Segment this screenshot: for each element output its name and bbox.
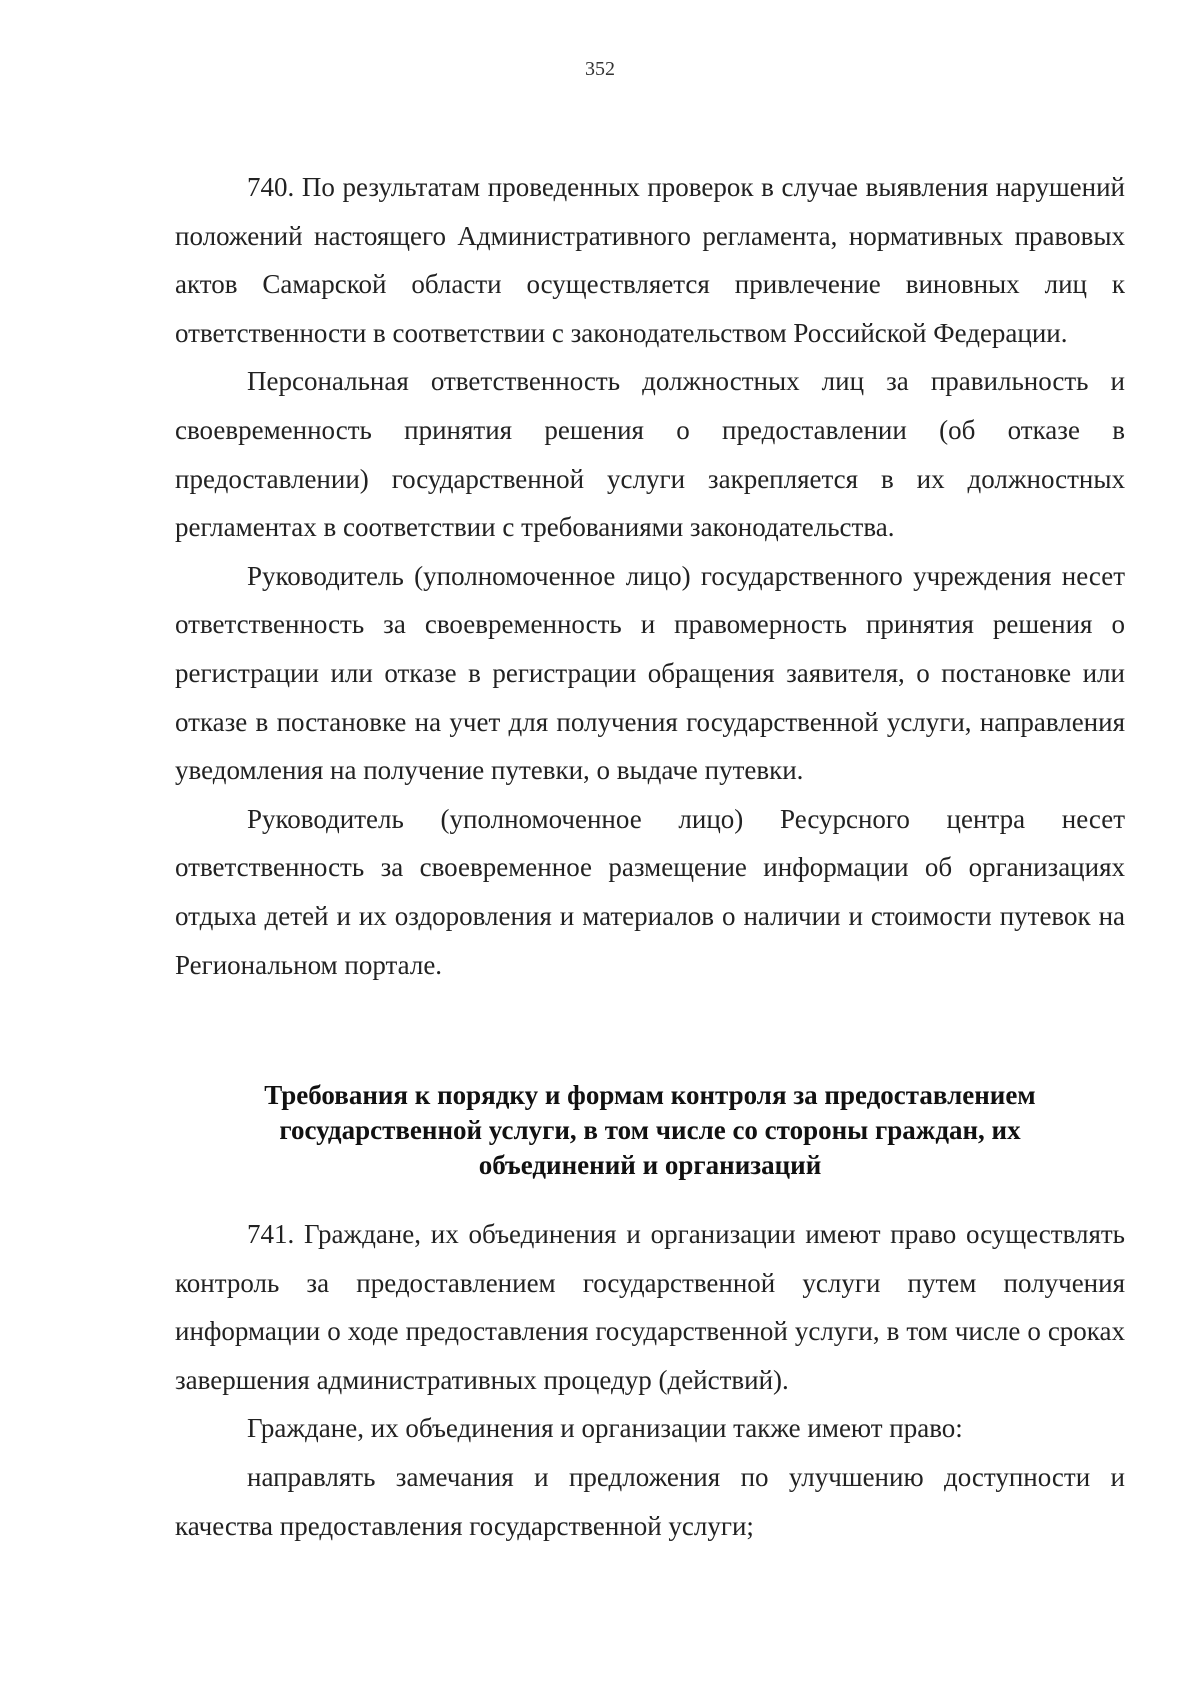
section-heading-line-1: Требования к порядку и формам контроля за предоставлением — [264, 1080, 1036, 1110]
body-text-top — [175, 163, 1125, 989]
section-heading — [175, 1078, 1125, 1183]
paragraph-740: 740. По результатам проведенных проверок в случае выявления нарушений положений настоящего Административного регламента, нормативных правовых актов Самарской области осуществляется привлечение виновных лиц к ответственности в соответствии с законодательством Российской Федерации. — [175, 172, 1125, 348]
paragraph-institution-head: Руководитель (уполномоченное лицо) государственного учреждения несет ответственность за своевременность и правомерность принятия решения о регистрации или отказе в регистрации обращения заявителя, о постановке или отказе в постановке на учет для получения государственной услуги, направления уведомления на получение путевки, о выдаче путевки. — [175, 560, 1125, 786]
section-heading-line-3: объединений и организаций — [478, 1150, 822, 1180]
page-number: 352 — [585, 58, 615, 80]
paragraph-citizens-rights: Граждане, их объединения и организации также имеют право: — [247, 1413, 963, 1444]
paragraph-741: 741. Граждане, их объединения и организации имеют право осуществлять контроль за предоставлением государственной услуги путем получения информации о ходе предоставления государственной услуги, в том числе о сроках завершения административных процедур (действий). — [175, 1219, 1125, 1395]
section-heading-line-2: государственной услуги, в том числе со стороны граждан, их — [279, 1115, 1021, 1145]
paragraph-send-remarks: направлять замечания и предложения по улучшению доступности и качества предоставления государственной услуги; — [175, 1461, 1125, 1541]
paragraph-personal-responsibility: Персональная ответственность должностных лиц за правильность и своевременность принятия решения о предоставлении (об отказе в предоставлении) государственной услуги закрепляется в их должностных регламентах в соответствии с требованиями законодательства. — [175, 366, 1125, 543]
body-text-bottom — [175, 1210, 1125, 1550]
paragraph-resource-center-head: Руководитель (уполномоченное лицо) Ресурсного центра несет ответственность за своевременное размещение информации об организациях отдыха детей и их оздоровления и материалов о наличии и стоимости путевок на Региональном портале. — [175, 803, 1125, 980]
